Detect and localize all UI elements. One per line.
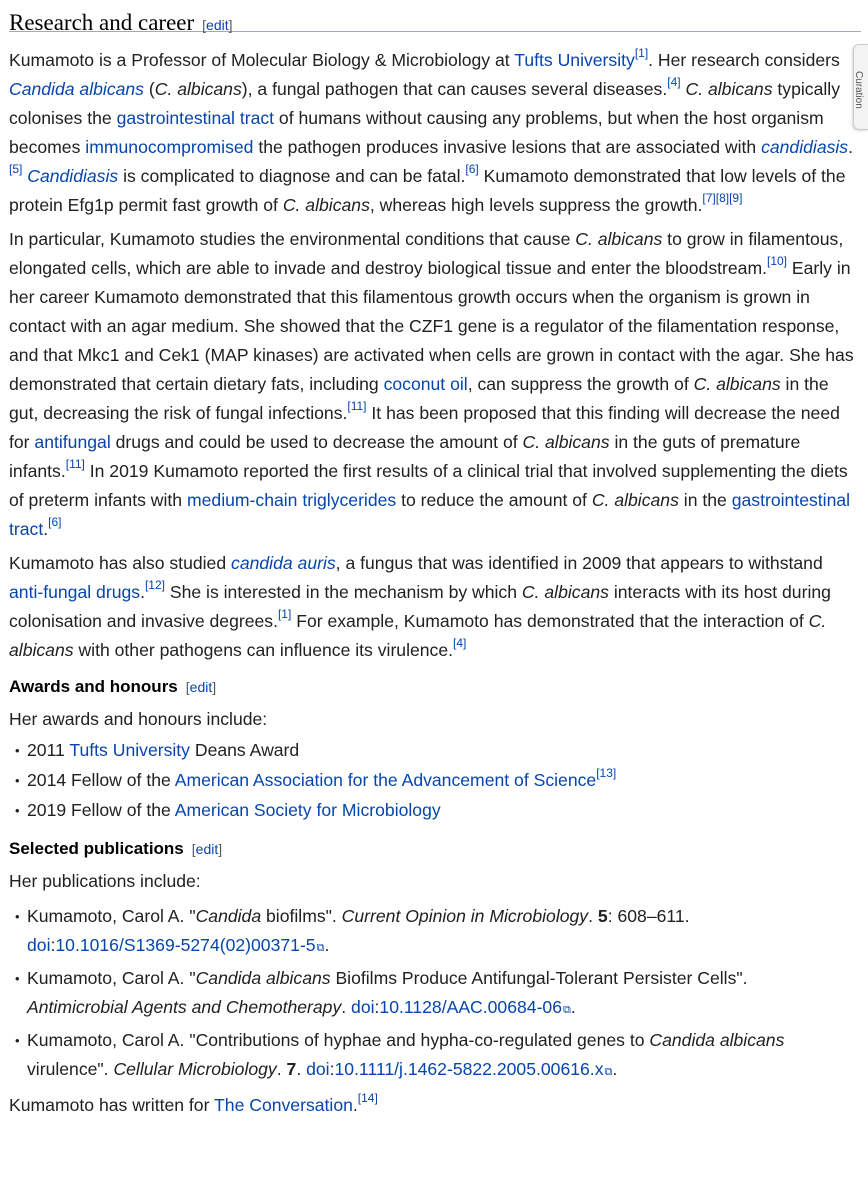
conversation-paragraph xyxy=(9,1091,861,1120)
citation-5[interactable]: [5] xyxy=(9,162,23,176)
citation-14[interactable]: [14] xyxy=(357,1091,378,1105)
volume: 7 xyxy=(286,1059,297,1079)
edit-link-wrapper: [edit] xyxy=(185,679,217,695)
tufts-link[interactable]: Tufts University xyxy=(514,50,635,70)
text: drugs and could be used to decrease the amount of xyxy=(110,432,523,452)
citation-11[interactable]: [11] xyxy=(347,399,367,413)
edit-link-wrapper: [edit] xyxy=(202,17,233,33)
publications-heading xyxy=(9,839,861,859)
text: 2019 Fellow of the xyxy=(27,800,175,820)
text: . xyxy=(324,935,330,955)
edit-awards-link[interactable]: edit xyxy=(189,679,213,695)
paragraph-1: Kumamoto is a Professor of Molecular Biology & Microbiology at Tufts University[1]. Her research considers Candida albicans (C. albicans), a fungal pathogen that can causes several diseases.[4] C. albicans typically colonises the gastrointestinal tract of humans without causing any problems, but when the host organism becomes immunocompromised the pathogen produces invasive lesions that are associated with candidiasis.[5] Candidiasis is complicated to diagnose and can be fatal.[6] Kumamoto demonstrated that low levels of the protein Efg1p permit fast growth of C. albicans, whereas high levels suppress the growth.[7][8][9] xyxy=(9,46,853,215)
text: in the xyxy=(678,490,732,510)
mct-link[interactable]: medium-chain triglycerides xyxy=(186,490,397,510)
species-name: C. albicans xyxy=(521,582,609,602)
paragraph-3: Kumamoto has also studied candida auris, a fungus that was identified in 2009 that appears to withstand anti-fungal drugs.[12] She is interested in the mechanism by which C. albicans interacts with its host during colonisation and invasive degrees.[1] For example, Kumamoto has demonstrated that the interaction of C. albicans with other pathogens can influence its virulence.[4] xyxy=(9,553,831,660)
section-heading xyxy=(9,0,861,35)
text: to reduce the amount of xyxy=(396,490,592,510)
text: . xyxy=(352,1095,358,1115)
candidiasis-link[interactable] xyxy=(761,137,848,157)
link-text: Candida albicans xyxy=(9,79,144,99)
text: In particular, Kumamoto studies the environmental conditions that cause xyxy=(9,229,576,249)
list-item xyxy=(9,964,861,1025)
text: . xyxy=(570,997,576,1017)
awards-list xyxy=(9,736,861,825)
awards-intro: Her awards and honours include: xyxy=(9,709,268,729)
link-text: 10.1016/S1369-5274(02)00371-5 xyxy=(55,935,316,955)
text: Kumamoto has also studied xyxy=(9,553,232,573)
edit-link-wrapper: [edit] xyxy=(191,841,223,857)
species-name: C. albicans xyxy=(282,195,370,215)
publications-intro: Her publications include: xyxy=(9,871,201,891)
paragraph-2 xyxy=(9,225,861,544)
immunocompromised-link[interactable]: immunocompromised xyxy=(85,137,254,157)
the-conversation-link[interactable]: The Conversation xyxy=(214,1095,353,1115)
species-name: C. albicans xyxy=(9,611,827,660)
text: Kumamoto is a Professor of Molecular Biology & Microbiology at xyxy=(9,50,515,70)
doi-value-link[interactable] xyxy=(55,935,324,955)
text: It has been proposed that this finding will decrease the need for xyxy=(9,403,840,452)
text: interacts with its host during colonisation and invasive degrees. xyxy=(9,582,831,631)
article-section xyxy=(9,0,861,1120)
species-name: C. albicans xyxy=(693,374,781,394)
candida-auris-link[interactable] xyxy=(231,553,336,573)
external-link-icon: ⧉ xyxy=(604,1066,613,1078)
citation-6[interactable]: [6] xyxy=(465,162,479,176)
candidiasis-link-2[interactable] xyxy=(27,166,118,186)
text: For example, Kumamoto has demonstrated that the interaction of xyxy=(291,611,809,631)
text: Kumamoto has written for xyxy=(9,1095,215,1115)
doi-value-link[interactable] xyxy=(334,1059,612,1079)
text: . xyxy=(588,906,598,926)
publications-title: Selected publications xyxy=(9,839,184,858)
journal: Antimicrobial Agents and Chemotherapy xyxy=(27,997,342,1017)
citation-9[interactable]: [9] xyxy=(729,191,743,205)
citation-8[interactable]: [8] xyxy=(715,191,730,205)
species-name: C. albicans xyxy=(575,229,663,249)
link-text: candidiasis xyxy=(761,137,849,157)
text: , whereas high levels suppress the growth. xyxy=(369,195,703,215)
edit-publications-link[interactable]: edit xyxy=(195,841,219,857)
text: Early in her career Kumamoto demonstrated that this filamentous growth occurs when the organism is grown in contact with an agar medium. She showed that the CZF1 gene is a regulator of the filamentation response, and that Mkc1 and Cek1 (MAP kinases) are activated when cells are grown in contact with the agar. She has demonstrated that certain dietary fats, including xyxy=(9,258,854,394)
species-name: C. albicans xyxy=(591,490,679,510)
text: . xyxy=(276,1059,287,1079)
list-item xyxy=(9,902,861,963)
citation-1b[interactable]: [1] xyxy=(277,607,292,621)
citation-1[interactable]: [1] xyxy=(634,46,649,60)
citation-12[interactable]: [12] xyxy=(144,578,165,592)
text: Deans Award xyxy=(189,740,300,760)
species-name: C. albicans xyxy=(522,432,610,452)
text: is complicated to diagnose and can be fatal. xyxy=(118,166,466,186)
text: with other pathogens can influence its virulence. xyxy=(73,640,454,660)
text: Kumamoto, Carol A. " xyxy=(27,906,196,926)
anti-fungal-drugs-link[interactable]: anti-fungal drugs xyxy=(9,582,141,602)
text: In 2019 Kumamoto reported the first results of a clinical trial that involved supplementing the diets of preterm infants with xyxy=(9,461,848,510)
text: . xyxy=(296,1059,307,1079)
citation-7[interactable]: [7] xyxy=(702,191,716,205)
text: . xyxy=(341,997,352,1017)
aaas-link[interactable]: American Association for the Advancement of Science xyxy=(174,770,597,790)
doi-value-link[interactable] xyxy=(379,997,570,1017)
species-name: C. albicans xyxy=(685,79,773,99)
antifungal-link[interactable]: antifungal xyxy=(34,432,111,452)
text: Kumamoto, Carol A. " xyxy=(27,968,196,988)
doi-link[interactable]: doi xyxy=(27,935,51,955)
link-text: Candidiasis xyxy=(27,166,119,186)
volume: 5 xyxy=(597,906,608,926)
gastrointestinal-tract-link-2[interactable]: gastrointestinal tract xyxy=(9,490,851,539)
text: . xyxy=(612,1059,618,1079)
text: , a fungus that was identified in 2009 that appears to withstand xyxy=(335,553,823,573)
external-link-icon: ⧉ xyxy=(563,1004,571,1016)
text: to grow in filamentous, elongated cells, which are able to invade and destroy biological tissue and enter the bloodstream. xyxy=(9,229,844,278)
text: Candida xyxy=(195,906,262,926)
candida-albicans-link[interactable] xyxy=(9,79,144,99)
text: of humans without causing any problems, but when the host organism becomes xyxy=(9,108,824,157)
list-item xyxy=(9,1026,861,1087)
coconut-oil-link[interactable]: coconut oil xyxy=(383,374,468,394)
edit-research-link[interactable]: edit xyxy=(206,17,229,33)
citation-6b[interactable]: [6] xyxy=(48,515,62,529)
doi-link[interactable]: doi xyxy=(351,997,375,1017)
asm-link[interactable]: American Society for Microbiology xyxy=(174,800,441,820)
text: : xyxy=(374,997,380,1017)
text: ( xyxy=(143,79,155,99)
text: Kumamoto, Carol A. "Contributions of hyphae and hypha-co-regulated genes to xyxy=(27,1030,650,1050)
list-item xyxy=(9,766,861,795)
text: Candida albicans xyxy=(649,1030,785,1050)
journal: Cellular Microbiology xyxy=(113,1059,277,1079)
text: Biofilms Produce Antifungal-Tolerant Persister Cells". xyxy=(330,968,748,988)
list-item xyxy=(9,796,861,825)
list-item xyxy=(9,736,861,765)
tufts-link-2[interactable]: Tufts University xyxy=(69,740,190,760)
text: Candida albicans xyxy=(195,968,331,988)
external-link-icon: ⧉ xyxy=(316,942,325,954)
journal: Current Opinion in Microbiology xyxy=(341,906,589,926)
citation-10[interactable]: [10] xyxy=(766,254,787,268)
citation-4[interactable]: [4] xyxy=(667,75,681,89)
text: typically colonises the xyxy=(9,79,840,128)
citation-11b[interactable]: [11] xyxy=(65,457,85,471)
citation-13[interactable]: [13] xyxy=(596,766,617,780)
doi-link[interactable]: doi xyxy=(306,1059,330,1079)
text: Kumamoto demonstrated that low levels of the protein Efg1p permit fast growth of xyxy=(9,166,846,215)
side-tab-label: Curation xyxy=(853,71,864,109)
text: biofilms". xyxy=(261,906,342,926)
text: in the gut, decreasing the risk of fungal infections. xyxy=(9,374,829,423)
section-title: Research and career xyxy=(9,10,195,35)
text: the pathogen produces invasive lesions that are associated with xyxy=(253,137,762,157)
species-name: C. albicans xyxy=(154,79,242,99)
text: virulence". xyxy=(27,1059,114,1079)
text: 2014 Fellow of the xyxy=(27,770,175,790)
text: : 608–611. xyxy=(607,906,690,926)
link-text: 10.1128/AAC.00684-06 xyxy=(379,997,563,1017)
text: . xyxy=(43,519,49,539)
text: She is interested in the mechanism by which xyxy=(164,582,522,602)
text: : xyxy=(50,935,56,955)
gastrointestinal-tract-link[interactable]: gastrointestinal tract xyxy=(116,108,275,128)
citation-4b[interactable]: [4] xyxy=(453,636,467,650)
text: ), a fungal pathogen that can causes several diseases. xyxy=(241,79,668,99)
text: . Her research considers xyxy=(648,50,840,70)
text: in the guts of premature infants. xyxy=(9,432,801,481)
awards-heading xyxy=(9,677,861,697)
text: , can suppress the growth of xyxy=(467,374,694,394)
text: : xyxy=(329,1059,335,1079)
link-text: candida auris xyxy=(231,553,336,573)
text: 2011 xyxy=(27,740,70,760)
publications-list xyxy=(9,902,861,1087)
awards-title: Awards and honours xyxy=(9,677,178,696)
link-text: 10.1111/j.1462-5822.2005.00616.x xyxy=(334,1059,604,1079)
